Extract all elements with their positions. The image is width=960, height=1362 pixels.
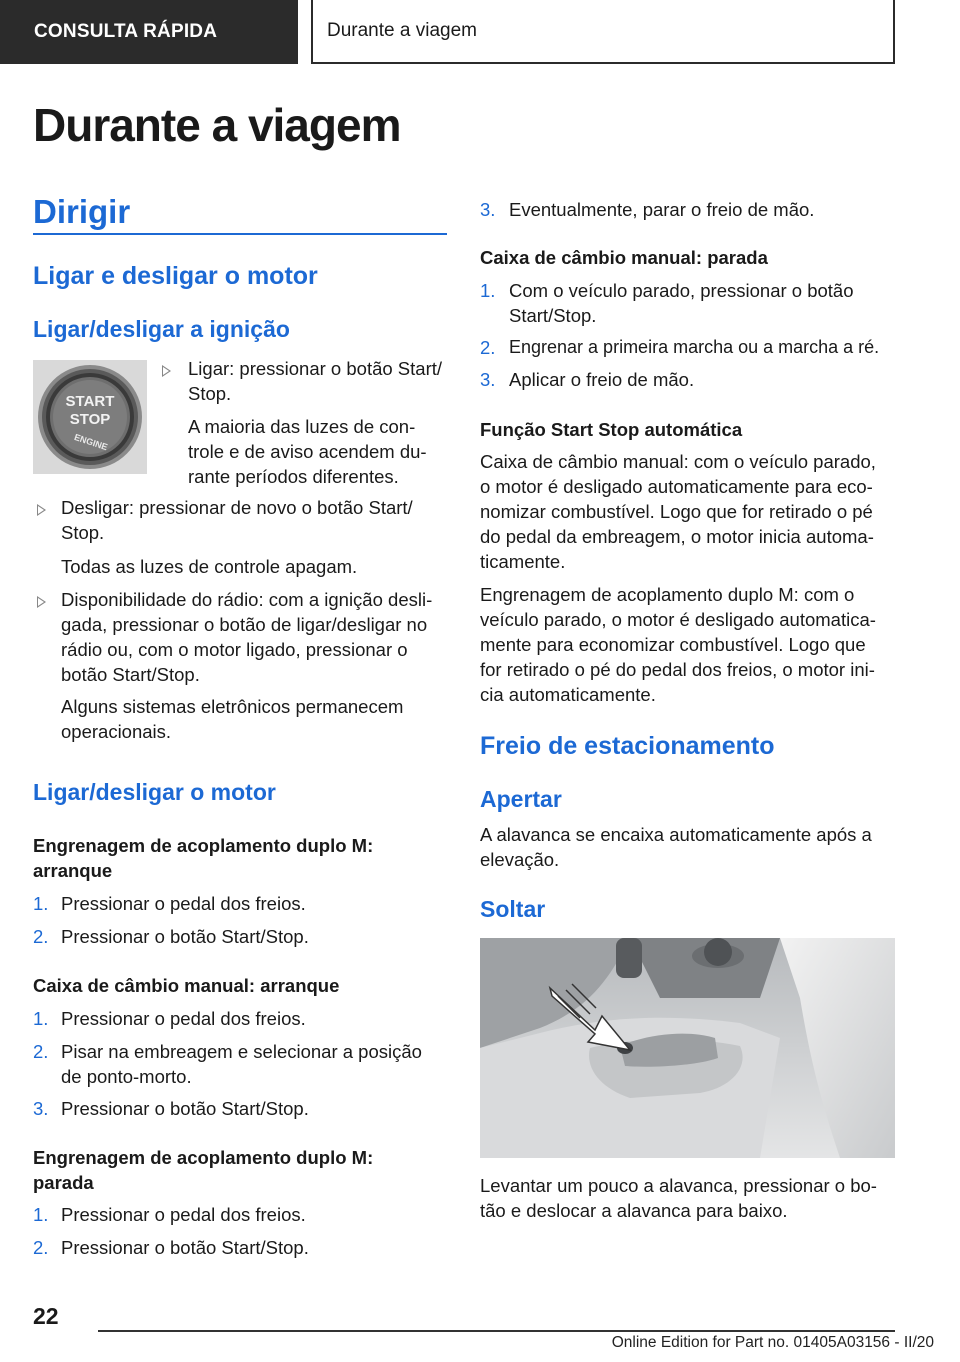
step-number: 2. — [33, 1041, 49, 1062]
heading-rule — [33, 233, 447, 235]
footer-rule — [98, 1330, 895, 1332]
soltar-line2: tão e deslocar a alavanca para baixo. — [480, 1200, 788, 1221]
engine-text: ENGINE — [72, 432, 109, 453]
step-number: 2. — [480, 337, 496, 358]
g2-step2-line1: Pisar na embreagem e selecionar a posição — [61, 1041, 422, 1062]
r2-p1-line3: nomizar combustível. Logo que for retirado o pé — [480, 501, 873, 522]
page-number: 22 — [33, 1303, 59, 1329]
r2-p2-line3: mente para economizar combustível. Logo que — [480, 634, 866, 655]
bullet-triangle-icon — [37, 504, 46, 516]
parking-brake-image — [480, 938, 895, 1158]
ign-b2-line1: Desligar: pressionar de novo o botão Start/ — [61, 497, 413, 518]
heading-dirigir: Dirigir — [33, 193, 131, 230]
r2-p1-line4: do pedal da embreagem, o motor inicia automa- — [480, 526, 874, 547]
start-stop-button-illustration — [33, 360, 147, 474]
g1-step1: Pressionar o pedal dos freios. — [61, 893, 306, 914]
g2-step2-line2: de ponto-morto. — [61, 1066, 192, 1087]
g3-step1: Pressionar o pedal dos freios. — [61, 1204, 306, 1225]
r0-step3: Eventualmente, parar o freio de mão. — [509, 199, 815, 220]
start-stop-button-image — [33, 360, 147, 474]
r1-title: Caixa de câmbio manual: parada — [480, 247, 768, 268]
step-number: 1. — [33, 893, 49, 914]
ign-b1-line1: Ligar: pressionar o botão Start/ — [188, 358, 443, 379]
apertar-line2: elevação. — [480, 849, 560, 870]
g2-step3: Pressionar o botão Start/Stop. — [61, 1098, 309, 1119]
r2-p1-line2: o motor é desligado automaticamente para eco- — [480, 476, 873, 497]
apertar-line1: A alavanca se encaixa automaticamente após a — [480, 824, 872, 845]
step-number: 3. — [480, 199, 496, 220]
step-number: 2. — [33, 926, 49, 947]
chapter-tab — [311, 0, 895, 64]
r2-p1-line5: ticamente. — [480, 551, 566, 572]
ign-b3-line1: Disponibilidade do rádio: com a ignição desli- — [61, 589, 433, 610]
r1-step1-line2: Start/Stop. — [509, 305, 597, 326]
stop-text: STOP — [69, 411, 111, 428]
r2-p2-line1: Engrenagem de acoplamento duplo M: com o — [480, 584, 855, 605]
ign-b1-p-line2: trole e de aviso acendem du- — [188, 441, 427, 462]
r2-p2-line2: veículo parado, o motor é desligado automatica- — [480, 609, 876, 630]
ign-b2-line2: Stop. — [61, 522, 105, 543]
step-number: 3. — [480, 369, 496, 390]
g3-title-line1: Engrenagem de acoplamento duplo M: — [33, 1147, 374, 1168]
ign-b3-line4: botão Start/Stop. — [61, 664, 200, 685]
step-number: 3. — [33, 1098, 49, 1119]
g1-title-line1: Engrenagem de acoplamento duplo M: — [33, 835, 374, 856]
heading-ligar-desligar-motor: Ligar/desligar o motor — [33, 779, 276, 805]
ign-b3-line2: gada, pressionar o botão de ligar/desligar no — [61, 614, 428, 635]
bullet-triangle-icon — [162, 365, 171, 377]
g2-title: Caixa de câmbio manual: arranque — [33, 975, 340, 996]
chapter-label: Durante a viagem — [327, 20, 477, 41]
g1-title-line2: arranque — [33, 860, 113, 881]
ign-b3-line3: rádio ou, com o motor ligado, pressionar o — [61, 639, 408, 660]
g2-step1: Pressionar o pedal dos freios. — [61, 1008, 306, 1029]
ign-b3-p-line2: operacionais. — [61, 721, 172, 742]
bullet-triangle-icon — [37, 596, 46, 608]
step-number: 1. — [480, 280, 496, 301]
footer-edition: Online Edition for Part no. 01405A03156 - II/20 — [611, 1334, 934, 1351]
heading-ignicao: Ligar/desligar a ignição — [33, 316, 290, 342]
parking-brake-illustration — [480, 938, 895, 1158]
page-title: Durante a viagem — [33, 99, 401, 151]
r1-step1-line1: Com o veículo parado, pressionar o botão — [509, 280, 854, 301]
step-number: 2. — [33, 1237, 49, 1258]
section-label: CONSULTA RÁPIDA — [34, 21, 218, 42]
g3-title-line2: parada — [33, 1172, 94, 1193]
r1-step3: Aplicar o freio de mão. — [509, 369, 695, 390]
r2-p2-line4: for retirado o pé do pedal dos freios, o motor ini- — [480, 659, 875, 680]
step-number: 1. — [33, 1204, 49, 1225]
ign-b1-p-line3: rante períodos diferentes. — [188, 466, 399, 487]
soltar-line1: Levantar um pouco a alavanca, pressionar o bo- — [480, 1175, 877, 1196]
ign-b1-p-line1: A maioria das luzes de con- — [188, 416, 416, 437]
g3-step2: Pressionar o botão Start/Stop. — [61, 1237, 309, 1258]
heading-freio: Freio de estacionamento — [480, 732, 775, 760]
heading-ligar-motor: Ligar e desligar o motor — [33, 262, 318, 290]
r2-p2-line5: cia automaticamente. — [480, 684, 656, 705]
r2-p1-line1: Caixa de câmbio manual: com o veículo parado, — [480, 451, 876, 472]
heading-soltar: Soltar — [480, 896, 546, 922]
section-tab — [0, 0, 298, 64]
ign-b3-p-line1: Alguns sistemas eletrônicos permanecem — [61, 696, 404, 717]
step-number: 1. — [33, 1008, 49, 1029]
g1-step2: Pressionar o botão Start/Stop. — [61, 926, 309, 947]
r2-title: Função Start Stop automática — [480, 419, 743, 440]
heading-apertar: Apertar — [480, 786, 562, 812]
start-text: START — [65, 393, 115, 410]
r1-step2: Engrenar a primeira marcha ou a marcha a ré. — [509, 337, 880, 357]
ign-b2-p: Todas as luzes de controle apagam. — [61, 556, 358, 577]
ign-b1-line2: Stop. — [188, 383, 232, 404]
